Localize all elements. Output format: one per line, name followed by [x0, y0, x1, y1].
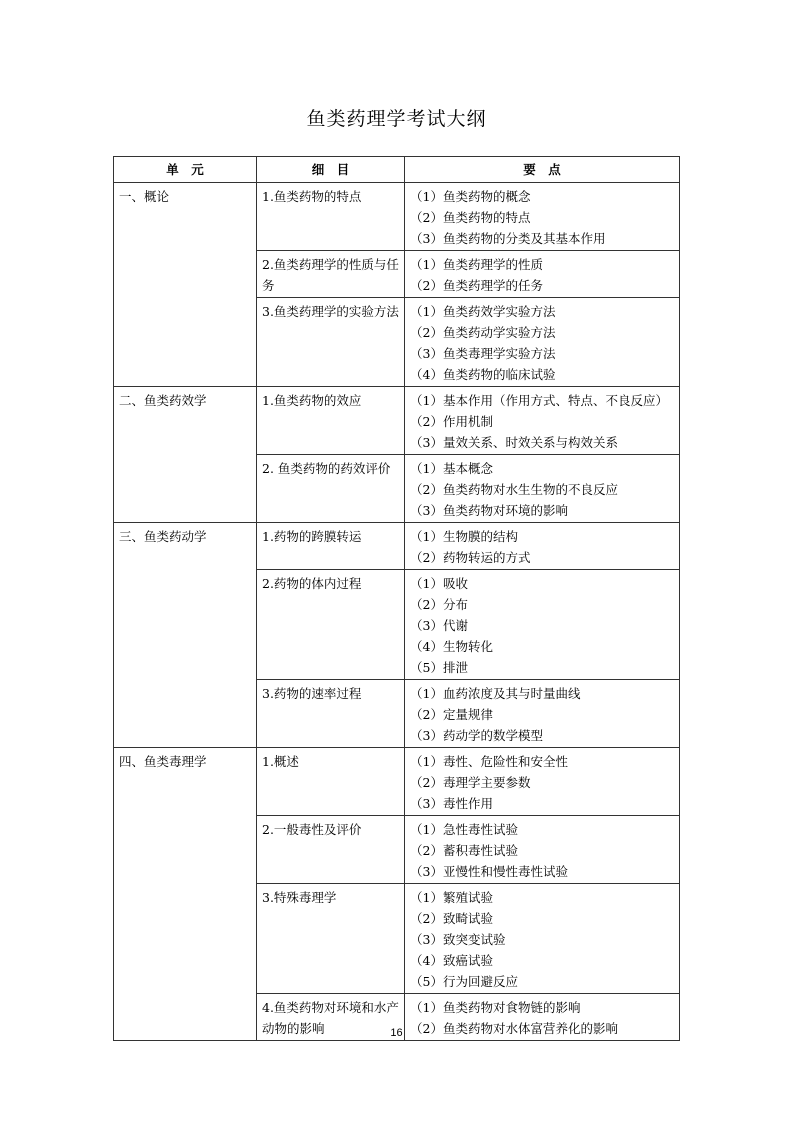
- points-cell: [405, 455, 680, 523]
- header-points: 要 点: [405, 157, 680, 183]
- point-line: （4）致癌试验: [410, 953, 493, 968]
- table-row: [114, 523, 680, 570]
- point-line: （1）基本作用（作用方式、特点、不良反应）: [410, 393, 668, 408]
- point-line: （3）鱼类毒理学实验方法: [410, 346, 556, 361]
- point-line: （1）毒性、危险性和安全性: [410, 754, 568, 769]
- points-cell: [405, 523, 680, 570]
- points-cell: [405, 251, 680, 298]
- point-line: （3）量效关系、时效关系与构效关系: [410, 435, 618, 450]
- point-line: （3）药动学的数学模型: [410, 728, 543, 743]
- point-line: （2）作用机制: [410, 414, 493, 429]
- item-cell: 2.鱼类药理学的性质与任务: [257, 251, 405, 298]
- points-cell: [405, 680, 680, 748]
- page-title: 鱼类药理学考试大纲: [306, 108, 487, 130]
- table-row: [114, 387, 680, 455]
- point-line: （1）血药浓度及其与时量曲线: [410, 686, 581, 701]
- point-line: （3）亚慢性和慢性毒性试验: [410, 864, 568, 879]
- header-unit: 单 元: [114, 157, 257, 183]
- unit-cell: 四、鱼类毒理学: [114, 748, 257, 1041]
- point-line: （3）鱼类药物对环境的影响: [410, 503, 568, 518]
- page-number: 16: [390, 1027, 403, 1039]
- item-cell: 3.特殊毒理学: [257, 884, 405, 994]
- point-line: （1）吸收: [410, 576, 468, 591]
- point-line: （1）鱼类药物对食物链的影响: [410, 1000, 581, 1015]
- item-cell: 2.一般毒性及评价: [257, 816, 405, 884]
- unit-cell: 一、概论: [114, 183, 257, 387]
- point-line: （3）致突变试验: [410, 932, 506, 947]
- point-line: （1）基本概念: [410, 461, 493, 476]
- point-line: （2）鱼类药物对水生生物的不良反应: [410, 482, 618, 497]
- points-cell: [405, 183, 680, 251]
- point-line: （2）定量规律: [410, 707, 493, 722]
- points-cell: [405, 570, 680, 680]
- item-cell: 1.药物的跨膜转运: [257, 523, 405, 570]
- item-cell: 1.鱼类药物的效应: [257, 387, 405, 455]
- point-line: （3）鱼类药物的分类及其基本作用: [410, 231, 606, 246]
- points-cell: [405, 748, 680, 816]
- point-line: （2）鱼类药物的特点: [410, 210, 531, 225]
- point-line: （2）鱼类药动学实验方法: [410, 325, 556, 340]
- table-row: [114, 183, 680, 251]
- item-cell: 1.概述: [257, 748, 405, 816]
- item-cell: 2. 鱼类药物的药效评价: [257, 455, 405, 523]
- points-cell: [405, 816, 680, 884]
- point-line: （5）排泄: [410, 660, 468, 675]
- point-line: （2）鱼类药理学的任务: [410, 278, 543, 293]
- point-line: （2）分布: [410, 597, 468, 612]
- points-cell: [405, 387, 680, 455]
- point-line: （2）致畸试验: [410, 911, 493, 926]
- point-line: （4）鱼类药物的临床试验: [410, 367, 556, 382]
- points-cell: [405, 884, 680, 994]
- item-cell: 3.药物的速率过程: [257, 680, 405, 748]
- item-cell: 3.鱼类药理学的实验方法: [257, 298, 405, 387]
- table-header-row: [114, 157, 680, 183]
- unit-cell: 二、鱼类药效学: [114, 387, 257, 523]
- points-cell: [405, 298, 680, 387]
- point-line: （2）鱼类药物对水体富营养化的影响: [410, 1021, 618, 1036]
- point-line: （1）繁殖试验: [410, 890, 493, 905]
- point-line: （3）代谢: [410, 618, 468, 633]
- item-cell: 1.鱼类药物的特点: [257, 183, 405, 251]
- point-line: （2）毒理学主要参数: [410, 775, 531, 790]
- item-cell: 2.药物的体内过程: [257, 570, 405, 680]
- point-line: （1）鱼类药效学实验方法: [410, 304, 556, 319]
- exam-outline-table: [113, 156, 680, 1041]
- point-line: （4）生物转化: [410, 639, 493, 654]
- point-line: （1）鱼类药理学的性质: [410, 257, 543, 272]
- point-line: （2）药物转运的方式: [410, 550, 531, 565]
- item-cell: 4.鱼类药物对环境和水产动物的影响: [257, 994, 405, 1041]
- header-item: 细 目: [257, 157, 405, 183]
- point-line: （1）急性毒性试验: [410, 822, 518, 837]
- point-line: （1）鱼类药物的概念: [410, 189, 531, 204]
- point-line: （2）蓄积毒性试验: [410, 843, 518, 858]
- point-line: （1）生物膜的结构: [410, 529, 518, 544]
- point-line: （3）毒性作用: [410, 796, 493, 811]
- point-line: （5）行为回避反应: [410, 974, 518, 989]
- unit-cell: 三、鱼类药动学: [114, 523, 257, 748]
- table-row: [114, 748, 680, 816]
